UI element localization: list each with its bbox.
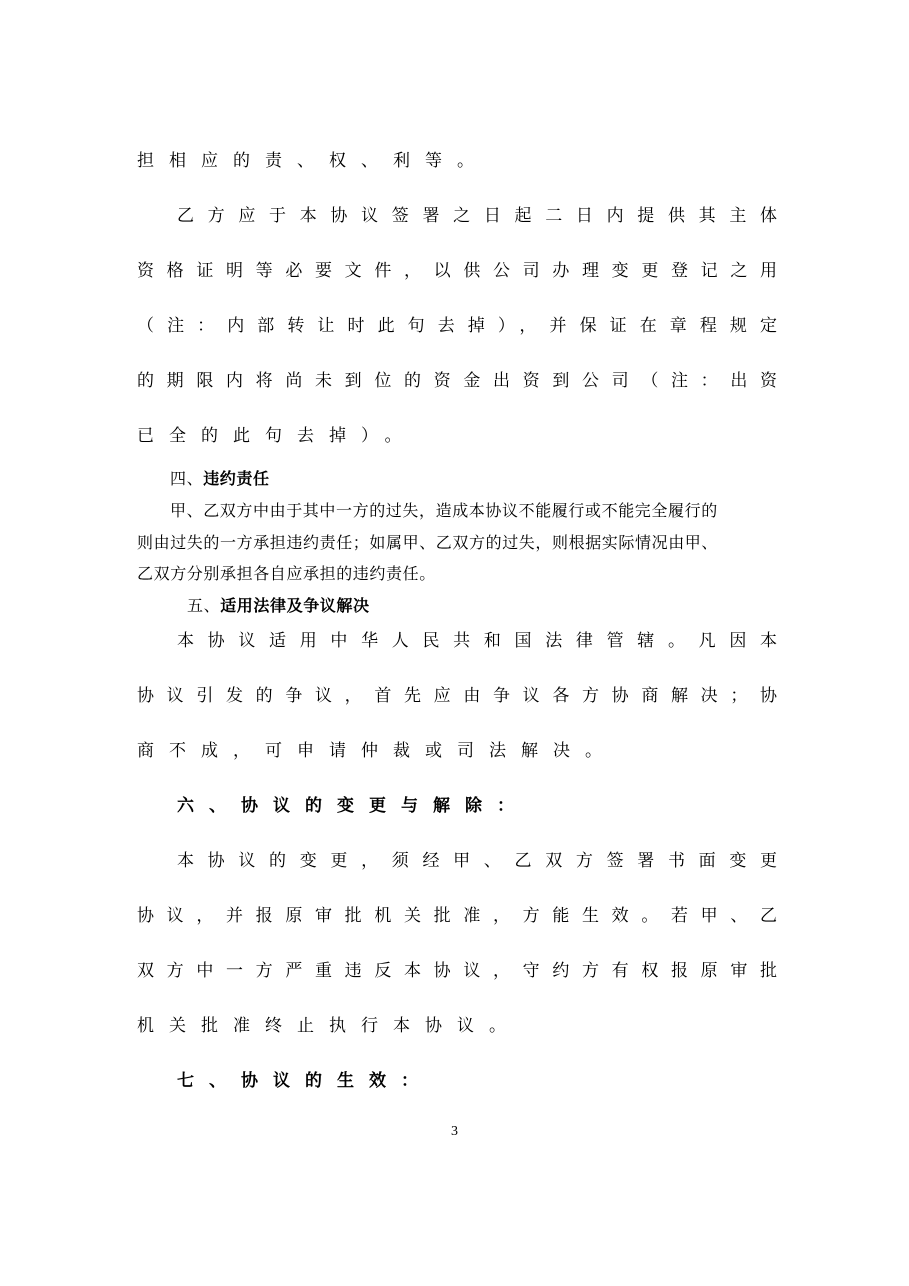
paragraph-line: 乙方应于本协议签署之日起二日内提供其主体 bbox=[177, 206, 777, 226]
paragraph-line: 本协议适用中华人民共和国法律管辖。凡因本 bbox=[177, 631, 777, 651]
paragraph-line: 本协议的变更，须经甲、乙双方签署书面变更 bbox=[177, 851, 777, 871]
paragraph-line: 则由过失的一方承担违约责任；如属甲、乙双方的过失，则根据实际情况由甲、 bbox=[137, 533, 719, 552]
paragraph-line: 协议引发的争议，首先应由争议各方协商解决；协 bbox=[137, 686, 777, 706]
section-heading-5 bbox=[187, 595, 777, 617]
section-heading-6: 六、协议的变更与解除： bbox=[177, 796, 529, 816]
paragraph-line: （注：内部转让时此句去掉），并保证在章程规定 bbox=[137, 316, 777, 336]
paragraph-line: 商不成，可申请仲裁或司法解决。 bbox=[137, 741, 617, 761]
page-number: 3 bbox=[451, 1124, 458, 1139]
paragraph-line: 双方中一方严重违反本协议，守约方有权报原审批 bbox=[137, 961, 777, 981]
paragraph-line: 资格证明等必要文件，以供公司办理变更登记之用 bbox=[137, 261, 777, 281]
paragraph-line: 已全的此句去掉）。 bbox=[137, 426, 417, 446]
section-number: 四、 bbox=[170, 469, 204, 488]
paragraph-line: 机关批准终止执行本协议。 bbox=[137, 1016, 521, 1036]
paragraph-line: 甲、乙双方中由于其中一方的过失，造成本协议不能履行或不能完全履行的 bbox=[170, 501, 718, 520]
paragraph-line: 协议，并报原审批机关批准，方能生效。若甲、乙 bbox=[137, 906, 777, 926]
section-heading-4 bbox=[170, 468, 777, 490]
paragraph-line: 乙双方分别承担各自应承担的违约责任。 bbox=[137, 564, 436, 583]
section-heading-7: 七、协议的生效： bbox=[177, 1071, 433, 1091]
section-number: 五、 bbox=[187, 596, 221, 615]
paragraph-line: 的期限内将尚未到位的资金出资到公司（注：出资 bbox=[137, 371, 777, 391]
paragraph-line: 担相应的责、权、利等。 bbox=[137, 151, 489, 171]
section-title: 适用法律及争议解决 bbox=[220, 596, 370, 615]
section-title: 违约责任 bbox=[203, 469, 270, 488]
